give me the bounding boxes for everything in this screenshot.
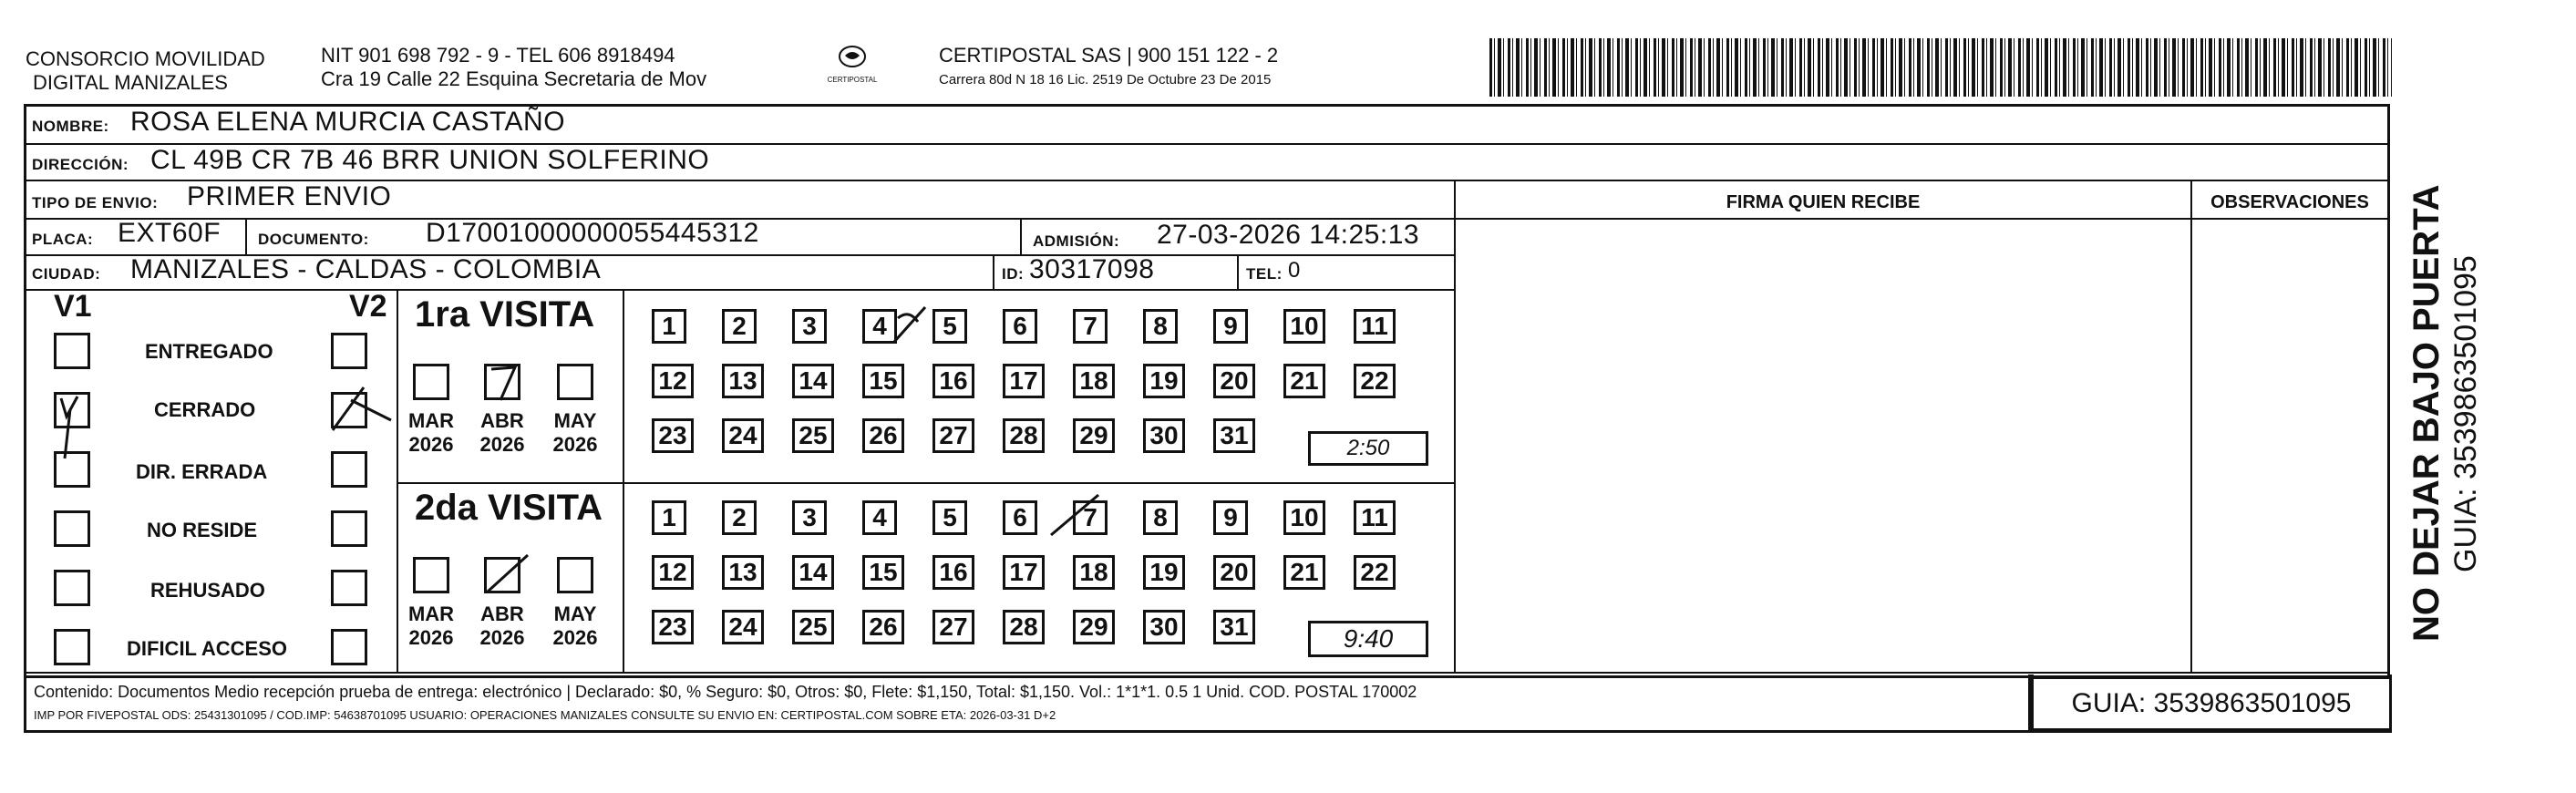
logo-icon — [834, 44, 871, 71]
year-may: 2026 — [552, 626, 598, 649]
guia-side: GUIA: 3539863501095 — [2448, 255, 2483, 572]
first-visit-time[interactable]: 2:50 — [1308, 431, 1428, 466]
second-visit-day-24[interactable]: 24 — [722, 610, 764, 644]
second-visit-time[interactable]: 9:40 — [1308, 621, 1428, 657]
first-visit-day-20[interactable]: 20 — [1213, 364, 1255, 398]
second-visit-day-29[interactable]: 29 — [1073, 610, 1115, 644]
company-line2: DIGITAL MANIZALES — [33, 71, 228, 94]
imp-text: IMP POR FIVEPOSTAL ODS: 25431301095 / COD.IMP: 54638701095 USUARIO: OPERACIONES MANIZALES CONSULTE SU ENVIO EN: CERTIPOSTAL.COM SOBRE ETA: 2026-03-31 D+2 — [34, 708, 1056, 722]
first-visit-day-28[interactable]: 28 — [1003, 418, 1045, 453]
year-abr: 2026 — [479, 626, 525, 649]
nit-line2: Cra 19 Calle 22 Esquina Secretaria de Mov — [321, 67, 707, 90]
second-visit-day-18[interactable]: 18 — [1073, 555, 1115, 590]
first-visit-abr-label — [475, 409, 530, 457]
v2-no-reside-checkbox[interactable] — [331, 510, 367, 547]
first-visit-day-13[interactable]: 13 — [722, 364, 764, 398]
first-visit-day-3[interactable]: 3 — [792, 309, 827, 344]
firma-quien-recibe-header: FIRMA QUIEN RECIBE — [1726, 192, 1921, 212]
second-visit-day-31[interactable]: 31 — [1213, 610, 1255, 644]
v1-dificil-acceso-checkbox[interactable] — [54, 629, 90, 665]
first-visit-day-22[interactable]: 22 — [1354, 364, 1396, 398]
second-visit-day-mark — [1044, 489, 1108, 544]
second-visit-mar-label — [404, 602, 459, 650]
first-visit-mar-label — [404, 409, 459, 457]
first-visit-day-24[interactable]: 24 — [722, 418, 764, 453]
v2-dir-errada-checkbox[interactable] — [331, 451, 367, 488]
first-visit-day-26[interactable]: 26 — [862, 418, 904, 453]
second-visit-day-20[interactable]: 20 — [1213, 555, 1255, 590]
first-visit-day-29[interactable]: 29 — [1073, 418, 1115, 453]
documento-label: DOCUMENTO: — [258, 231, 369, 248]
second-visit-day-25[interactable]: 25 — [792, 610, 834, 644]
ciudad-label: CIUDAD: — [32, 265, 101, 283]
year-mar: 2026 — [408, 626, 454, 649]
first-visit-title: 1ra VISITA — [415, 294, 595, 335]
no-dejar-bajo-puerta: NO DEJAR BAJO PUERTA — [2406, 184, 2447, 642]
tel-value: 0 — [1288, 258, 1301, 283]
month-mar: MAR — [407, 409, 455, 432]
ciudad-value: MANIZALES - CALDAS - COLOMBIA — [130, 254, 602, 284]
v1-rehusado-checkbox[interactable] — [54, 570, 90, 606]
first-visit-day-4[interactable]: 4 — [862, 309, 897, 344]
nombre-value: ROSA ELENA MURCIA CASTAÑO — [130, 107, 566, 137]
second-visit-day-14[interactable]: 14 — [792, 555, 834, 590]
second-visit-day-12[interactable]: 12 — [652, 555, 694, 590]
first-visit-day-9[interactable]: 9 — [1213, 309, 1248, 344]
second-visit-day-11[interactable]: 11 — [1354, 500, 1396, 535]
observaciones-header: OBSERVACIONES — [2210, 192, 2369, 212]
second-visit-day-23[interactable]: 23 — [652, 610, 694, 644]
v1-entregado-checkbox[interactable] — [54, 333, 90, 369]
second-visit-day-13[interactable]: 13 — [722, 555, 764, 590]
tipo-envio-label: TIPO DE ENVIO: — [32, 194, 159, 211]
second-visit-day-7[interactable]: 7 — [1073, 500, 1108, 535]
first-visit-day-mark — [881, 300, 936, 355]
month-mar: MAR — [407, 602, 455, 625]
certipostal-logo — [825, 44, 880, 84]
first-visit-day-7[interactable]: 7 — [1073, 309, 1108, 344]
documento-value: D17001000000055445312 — [426, 218, 759, 248]
second-visit-day-9[interactable]: 9 — [1213, 500, 1248, 535]
placa-value: EXT60F — [118, 218, 222, 248]
month-abr: ABR — [480, 409, 524, 432]
first-visit-day-5[interactable]: 5 — [933, 309, 967, 344]
cerrado-v2-mark — [324, 380, 397, 435]
second-visit-abr-label — [475, 602, 530, 650]
status-cerrado: CERRADO — [154, 398, 256, 421]
direccion-label: DIRECCIÓN: — [32, 156, 129, 173]
v1-no-reside-checkbox[interactable] — [54, 510, 90, 547]
second-visit-day-3[interactable]: 3 — [792, 500, 827, 535]
first-visit-day-12[interactable]: 12 — [652, 364, 694, 398]
first-visit-day-21[interactable]: 21 — [1283, 364, 1325, 398]
second-visit-title: 2da VISITA — [415, 488, 603, 528]
first-visit-day-30[interactable]: 30 — [1143, 418, 1185, 453]
second-visit-day-22[interactable]: 22 — [1354, 555, 1396, 590]
second-visit-day-16[interactable]: 16 — [933, 555, 974, 590]
first-visit-day-10[interactable]: 10 — [1283, 309, 1325, 344]
second-visit-day-26[interactable]: 26 — [862, 610, 904, 644]
second-visit-day-5[interactable]: 5 — [933, 500, 967, 535]
first-visit-day-25[interactable]: 25 — [792, 418, 834, 453]
status-dir-errada: DIR. ERRADA — [136, 460, 268, 483]
nit-line1: NIT 901 698 792 - 9 - TEL 606 8918494 — [321, 44, 675, 67]
placa-label: PLACA: — [32, 231, 94, 248]
second-visit-day-6[interactable]: 6 — [1003, 500, 1037, 535]
status-entregado: ENTREGADO — [145, 340, 273, 363]
second-visit-day-10[interactable]: 10 — [1283, 500, 1325, 535]
company-line1: CONSORCIO MOVILIDAD — [26, 47, 265, 70]
second-visit-day-1[interactable]: 1 — [652, 500, 686, 535]
first-visit-day-31[interactable]: 31 — [1213, 418, 1255, 453]
first-visit-day-19[interactable]: 19 — [1143, 364, 1185, 398]
status-rehusado: REHUSADO — [150, 579, 265, 602]
direccion-value: CL 49B CR 7B 46 BRR UNION SOLFERINO — [150, 145, 710, 175]
v2-rehusado-checkbox[interactable] — [331, 570, 367, 606]
first-visit-day-11[interactable]: 11 — [1354, 309, 1396, 344]
second-visit-day-15[interactable]: 15 — [862, 555, 904, 590]
month-abr: ABR — [480, 602, 524, 625]
id-label: ID: — [1002, 265, 1025, 283]
year-mar: 2026 — [408, 433, 454, 456]
first-visit-day-23[interactable]: 23 — [652, 418, 694, 453]
tipo-envio-value: PRIMER ENVIO — [187, 181, 392, 211]
nit-block — [321, 44, 706, 91]
year-abr: 2026 — [479, 433, 525, 456]
second-visit-day-21[interactable]: 21 — [1283, 555, 1325, 590]
v1-header: V1 — [54, 289, 92, 324]
month-may: MAY — [553, 602, 597, 625]
first-visit-day-14[interactable]: 14 — [792, 364, 834, 398]
first-visit-day-27[interactable]: 27 — [933, 418, 974, 453]
first-visit-day-16[interactable]: 16 — [933, 364, 974, 398]
second-visit-day-4[interactable]: 4 — [862, 500, 897, 535]
certi-line2: Carrera 80d N 18 16 Lic. 2519 De Octubre 23 De 2015 — [939, 72, 1272, 88]
second-visit-day-17[interactable]: 17 — [1003, 555, 1045, 590]
first-visit-may-label — [548, 409, 603, 457]
second-visit-day-28[interactable]: 28 — [1003, 610, 1045, 644]
barcode — [1489, 38, 2392, 97]
second-visit-day-19[interactable]: 19 — [1143, 555, 1185, 590]
second-visit-mar-checkbox[interactable] — [413, 557, 449, 593]
contenido-text: Contenido: Documentos Medio recepción prueba de entrega: electrónico | Declarado: $0, % Seguro: $0, Otros: $0, Flete: $1,150, Total: $1,150. Vol.: 1*1*1. 0.5 1 Unid. COD. POSTAL 170002 — [34, 683, 1417, 701]
second-visit-day-8[interactable]: 8 — [1143, 500, 1178, 535]
first-visit-day-2[interactable]: 2 — [722, 309, 757, 344]
cerrado-v1-mark — [50, 380, 105, 462]
nombre-label: NOMBRE: — [32, 118, 109, 135]
second-visit-day-30[interactable]: 30 — [1143, 610, 1185, 644]
first-visit-day-8[interactable]: 8 — [1143, 309, 1178, 344]
year-may: 2026 — [552, 433, 598, 456]
second-visit-day-27[interactable]: 27 — [933, 610, 974, 644]
status-no-reside: NO RESIDE — [147, 519, 258, 541]
status-dificil-acceso: DIFICIL ACCESO — [127, 637, 288, 660]
second-visit-day-2[interactable]: 2 — [722, 500, 757, 535]
certipostal-block — [939, 44, 1278, 88]
certi-line1: CERTIPOSTAL SAS | 900 151 122 - 2 — [939, 44, 1279, 67]
id-value: 30317098 — [1029, 254, 1155, 284]
first-visit-day-18[interactable]: 18 — [1073, 364, 1115, 398]
logo-text: CERTIPOSTAL — [827, 76, 878, 84]
second-visit-may-checkbox[interactable] — [557, 557, 593, 593]
tel-label: TEL: — [1246, 265, 1283, 283]
first-visit-day-17[interactable]: 17 — [1003, 364, 1045, 398]
firma-area[interactable] — [1456, 220, 2190, 670]
second-visit-may-label — [548, 602, 603, 650]
admision-label: ADMISIÓN: — [1033, 232, 1120, 250]
v2-header: V2 — [349, 289, 387, 324]
observaciones-area[interactable] — [2192, 220, 2387, 670]
guia-footer: GUIA: 3539863501095 — [2031, 676, 2392, 731]
company-name — [26, 47, 265, 95]
first-visit-mar-checkbox[interactable] — [413, 364, 449, 400]
second-visit-abr-mark — [482, 551, 537, 597]
v2-dificil-acceso-checkbox[interactable] — [331, 629, 367, 665]
admision-value: 27-03-2026 14:25:13 — [1157, 220, 1420, 250]
first-visit-day-1[interactable]: 1 — [652, 309, 686, 344]
first-visit-day-15[interactable]: 15 — [862, 364, 904, 398]
first-visit-abr-mark — [482, 360, 528, 406]
first-visit-may-checkbox[interactable] — [557, 364, 593, 400]
v2-entregado-checkbox[interactable] — [331, 333, 367, 369]
month-may: MAY — [553, 409, 597, 432]
first-visit-day-6[interactable]: 6 — [1003, 309, 1037, 344]
